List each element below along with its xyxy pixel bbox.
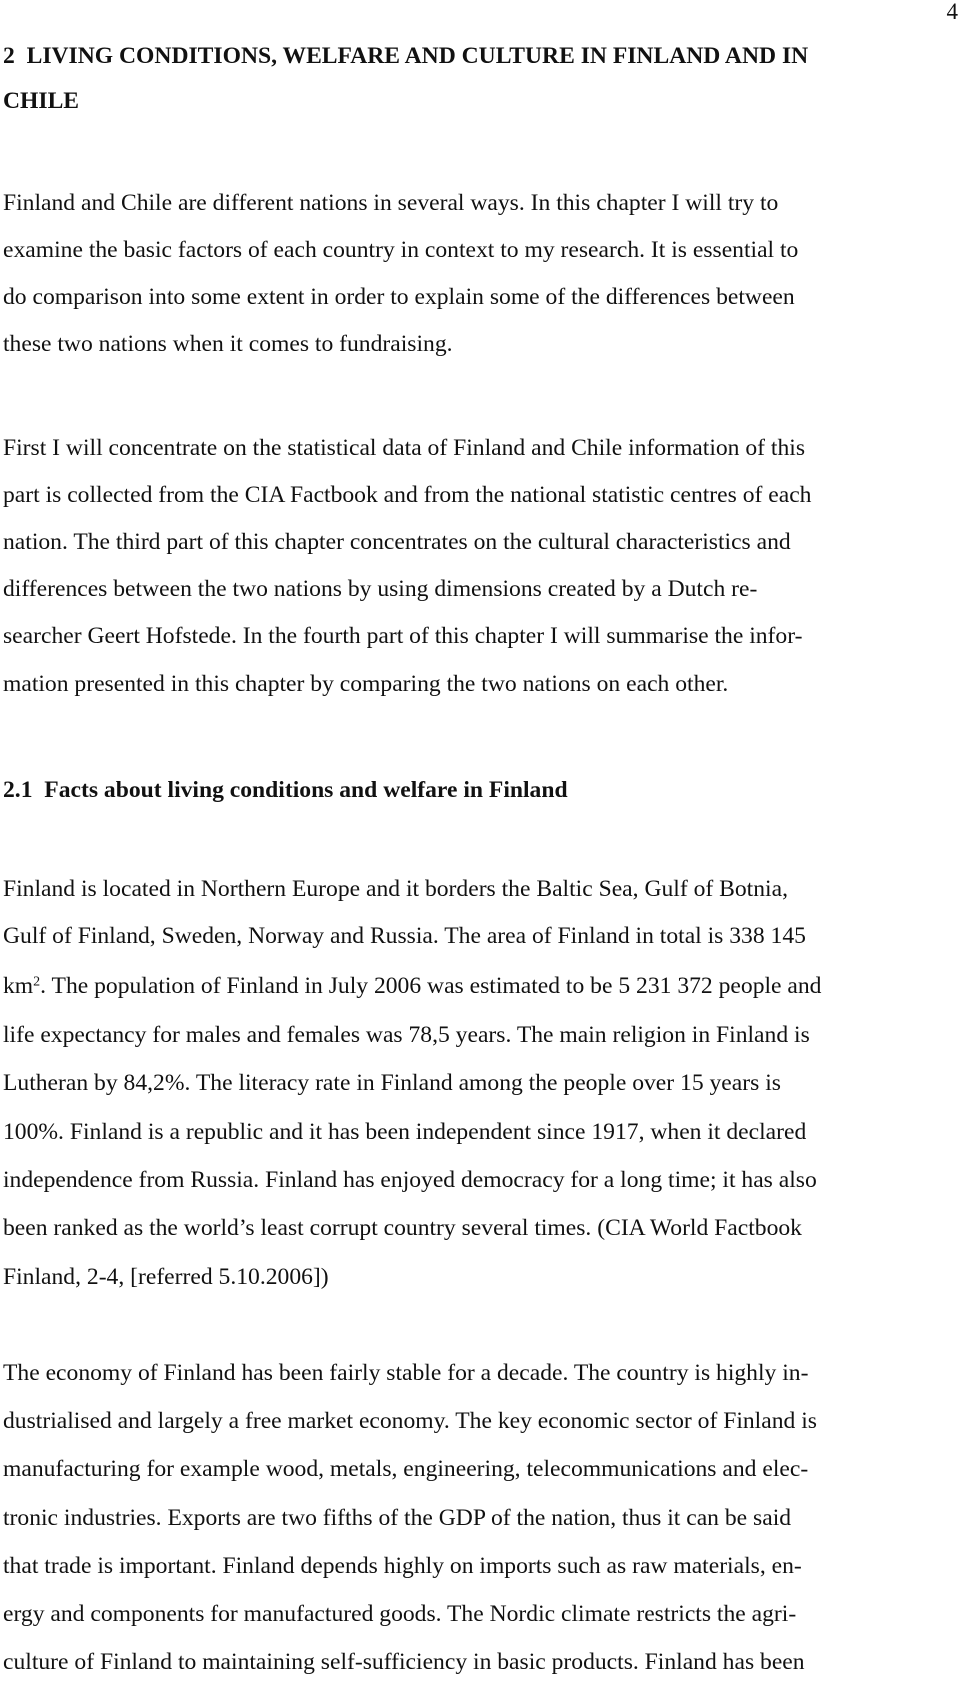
paragraph-line: searcher Geert Hofstede. In the fourth part of this chapter I will summarise the infor- — [3, 623, 803, 649]
paragraph-line: mation presented in this chapter by comparing the two nations on each other. — [3, 671, 729, 697]
chapter-heading-line — [3, 41, 808, 71]
paragraph-line: 100%. Finland is a republic and it has been independent since 1917, when it declared — [3, 1119, 807, 1145]
paragraph-line: independence from Russia. Finland has enjoyed democracy for a long time; it has also — [3, 1167, 817, 1193]
paragraph-line — [3, 971, 821, 1001]
paragraph-line: Finland and Chile are different nations in several ways. In this chapter I will try to — [3, 190, 779, 216]
paragraph-line: culture of Finland to maintaining self-sufficiency in basic products. Finland has been — [3, 1649, 805, 1675]
paragraph-line: Gulf of Finland, Sweden, Norway and Russia. The area of Finland in total is 338 145 — [3, 923, 806, 949]
paragraph-line: differences between the two nations by using dimensions created by a Dutch re- — [3, 576, 758, 602]
paragraph-line: Finland, 2-4, [referred 5.10.2006]) — [3, 1264, 329, 1290]
population-sentence: . The population of Finland in July 2006 was estimated to be 5 231 372 people and — [40, 973, 822, 999]
section-heading — [3, 775, 568, 805]
paragraph-line: dustrialised and largely a free market economy. The key economic sector of Finland is — [3, 1408, 817, 1434]
paragraph-line: tronic industries. Exports are two fifths of the GDP of the nation, thus it can be said — [3, 1505, 792, 1531]
paragraph-line: these two nations when it comes to fundraising. — [3, 331, 453, 357]
section-title: Facts about living conditions and welfare in Finland — [44, 777, 568, 803]
paragraph-line: First I will concentrate on the statistical data of Finland and Chile information of this — [3, 435, 806, 461]
paragraph-line: ergy and components for manufactured goods. The Nordic climate restricts the agri- — [3, 1601, 797, 1627]
paragraph-line: do comparison into some extent in order to explain some of the differences between — [3, 284, 795, 310]
paragraph-line: life expectancy for males and females was 78,5 years. The main religion in Finland is — [3, 1022, 810, 1048]
chapter-title-line-2: CHILE — [3, 88, 80, 114]
area-unit-superscript: 2 — [33, 974, 41, 990]
page-number: 4 — [946, 0, 958, 24]
paragraph-line: part is collected from the CIA Factbook and from the national statistic centres of each — [3, 482, 812, 508]
chapter-title-line-1: LIVING CONDITIONS, WELFARE AND CULTURE IN FINLAND AND IN — [26, 43, 809, 69]
paragraph-line: Finland is located in Northern Europe and it borders the Baltic Sea, Gulf of Botnia, — [3, 876, 788, 902]
paragraph-line: The economy of Finland has been fairly stable for a decade. The country is highly in- — [3, 1360, 809, 1386]
paragraph-line: manufacturing for example wood, metals, engineering, telecommunications and elec- — [3, 1456, 809, 1482]
paragraph-line: been ranked as the world’s least corrupt country several times. (CIA World Factbook — [3, 1215, 802, 1241]
paragraph-line: nation. The third part of this chapter concentrates on the cultural characteristics and — [3, 529, 791, 555]
paragraph-line: Lutheran by 84,2%. The literacy rate in Finland among the people over 15 years is — [3, 1070, 781, 1096]
chapter-number: 2 — [3, 43, 15, 69]
paragraph-line: that trade is important. Finland depends highly on imports such as raw materials, en- — [3, 1553, 802, 1579]
section-number: 2.1 — [3, 777, 33, 803]
paragraph-line: examine the basic factors of each country in context to my research. It is essential to — [3, 237, 799, 263]
area-unit: km — [3, 973, 34, 999]
